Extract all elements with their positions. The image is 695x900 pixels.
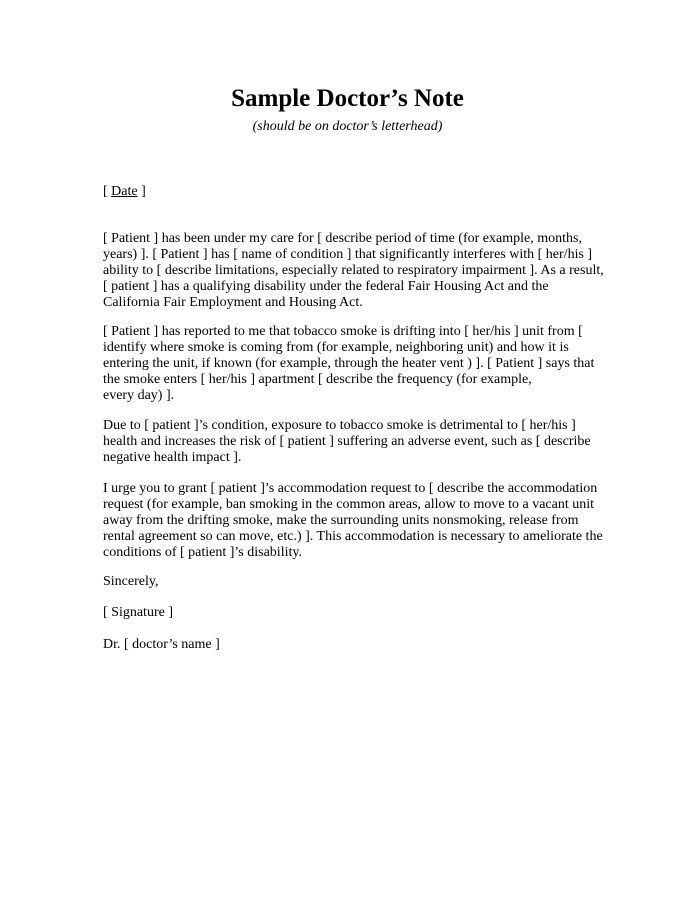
paragraph-line: away from the drifting smoke, make the surrounding units nonsmoking, release from — [103, 513, 579, 528]
paragraph-line: conditions of [ patient ]’s disability. — [103, 545, 302, 560]
paragraph-accommodation-request — [103, 481, 603, 561]
paragraph-smoke-report — [103, 324, 603, 404]
paragraph-line: identify where smoke is coming from (for example, neighboring unit) and how it is — [103, 340, 569, 355]
page-subtitle: (should be on doctor’s letterhead) — [252, 119, 443, 134]
date-open-bracket: [ — [103, 184, 112, 199]
paragraph-line: [ Patient ] has been under my care for [ describe period of time (for example, months, — [103, 231, 582, 246]
date-placeholder — [103, 184, 603, 200]
paragraph-health-risk — [103, 418, 603, 466]
paragraph-line: ability to [ describe limitations, especially related to respiratory impairment ]. As a result, — [103, 263, 604, 278]
doctor-name: Dr. [ doctor’s name ] — [103, 637, 220, 652]
paragraph-line: [ Patient ] has reported to me that tobacco smoke is drifting into [ her/his ] unit from [ — [103, 324, 583, 339]
date-close-bracket: ] — [137, 184, 146, 199]
paragraph-line: California Fair Employment and Housing Act. — [103, 295, 363, 310]
signature-placeholder: [ Signature ] — [103, 605, 173, 620]
paragraph-line: the smoke enters [ her/his ] apartment [ describe the frequency (for example, — [103, 372, 532, 387]
page-title: Sample Doctor’s Note — [231, 85, 464, 112]
paragraph-line: negative health impact ]. — [103, 450, 242, 465]
paragraph-line: request (for example, ban smoking in the common areas, allow to move to a vacant unit — [103, 497, 595, 512]
paragraph-line: every day) ]. — [103, 388, 175, 403]
paragraph-line: Due to [ patient ]’s condition, exposure to tobacco smoke is detrimental to [ her/his ] — [103, 418, 576, 433]
closing-salutation: Sincerely, — [103, 574, 159, 589]
paragraph-line: years) ]. [ Patient ] has [ name of condition ] that significantly interferes with [ her/his ] — [103, 247, 593, 262]
paragraph-line: health and increases the risk of [ patient ] suffering an adverse event, such as [ describe — [103, 434, 591, 449]
paragraph-line: [ patient ] has a qualifying disability under the federal Fair Housing Act and the — [103, 279, 549, 294]
paragraph-line: entering the unit, if known (for example, through the heater vent ) ]. [ Patient ] says that — [103, 356, 595, 371]
paragraph-line: rental agreement so can move, etc.) ]. This accommodation is necessary to ameliorate the — [103, 529, 603, 544]
paragraph-diagnosis — [103, 231, 603, 311]
date-label: Date — [111, 184, 138, 199]
paragraph-line: I urge you to grant [ patient ]’s accommodation request to [ describe the accommodation — [103, 481, 598, 496]
